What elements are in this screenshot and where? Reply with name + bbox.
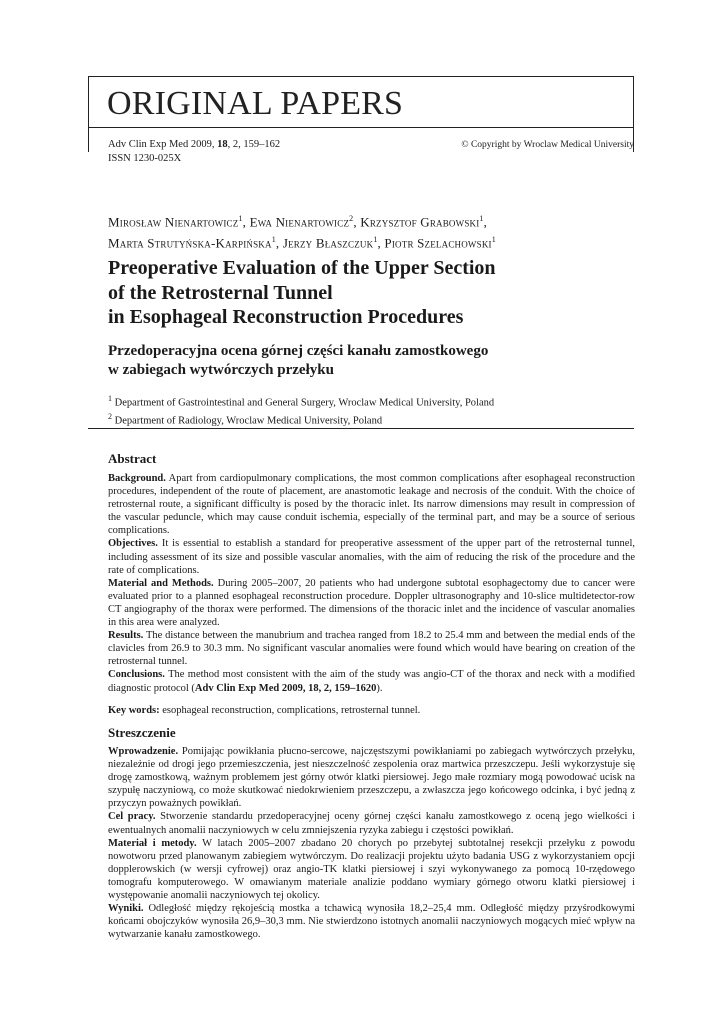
text: Pomijając powikłania płucno-sercowe, najczęstszymi powikłaniami po zabiegach wytwórczych przełyku, niezależnie od drogi jego przemieszczenia, jest nieszczelność zespolenia oraz martwica przeszczepu. Jeśli wykorzystuje się drogę zamostkową, ważnym problemem jest górny otwór klatki piersiowej. Jego małe rozmiary mogą powodować ucisk na szypułę naczyniową, co może skutkować niedokrwieniem przeszczepu, a zwłaszcza jego końcowego odcinka, i być jedną z przyczyn poważnych powikłań.	[108, 746, 635, 810]
journal-issue-pages: , 2, 159–162	[227, 139, 281, 150]
text: ).	[376, 682, 383, 694]
streszczenie-body	[108, 745, 635, 941]
label: Conclusions.	[108, 669, 165, 681]
text: Apart from cardiopulmonary complications, the most common complications after esophageal reconstruction procedures, independent of the route of placement, are anastomotic leakage and necrosis of the conduit. With the choice of retrosternal route, a significant difficulty is posed by the thoracic inlet. Its narrow dimensions may result in compression of the vascular peduncle, which may cause conduit ischemia, especially of the terminal part, and may be a source of serious complications.	[108, 473, 635, 537]
affiliation: Department of Gastrointestinal and General Surgery, Wroclaw Medical University, Poland	[112, 397, 495, 409]
author: Ewa Nienartowicz	[249, 214, 350, 230]
affiliations	[108, 392, 628, 428]
abstract-background	[108, 472, 635, 537]
affil-mark: 2	[108, 412, 112, 421]
text: It is essential to establish a standard for preoperative assessment of the upper part of the retrosternal tunnel, including assessment of its size and possible vascular anomalies, with the aim of reducing the risk of the procedure and the rate of complications.	[108, 538, 635, 576]
label: Key words:	[108, 705, 160, 716]
journal-name: Adv Clin Exp Med 2009,	[108, 139, 218, 150]
copyright: © Copyright by Wroclaw Medical University	[461, 140, 634, 150]
text: esophageal reconstruction, complications, retrosternal tunnel.	[159, 705, 421, 716]
label: Material and Methods.	[108, 577, 214, 589]
label: Background.	[108, 473, 166, 484]
author: Krzysztof Grabowski	[360, 214, 480, 230]
section-label: ORIGINAL PAPERS	[107, 85, 404, 122]
streszczenie-wprowadzenie	[108, 745, 635, 810]
text: W latach 2005–2007 zbadano 20 chorych po przebytej subtotalnej resekcji przełyku z powodu nowotworu przed planowanym zabiegiem wytwórczym. Do realizacji projektu użyto badania USG z wykorzystaniem opcji dopplerowskich (w wersji cyfrowej) oraz angio-TK klatki piersiowej i szyi wykonywanego za pomocą 10-rzędowego tomografu komputerowego. W omawianym materiale analizie poddano wymiary górnego otworu klatki piersiowej i występowanie anomalii naczyniowych tej okolicy.	[108, 837, 635, 902]
paper-title	[108, 256, 628, 330]
text: During 2005–2007, 20 patients who had undergone subtotal esophagectomy due to cancer were evaluated prior to a planned esophageal reconstruction procedure. Doppler ultrasonography and 10-slice multidetector-row CT angiography of the thorax were performed. The dimensions of the thoracic inlet and the incidence of vascular anomalies in this area were analyzed.	[108, 577, 636, 629]
subtitle-line: Przedoperacyjna ocena górnej części kanału zamostkowego	[108, 343, 489, 359]
affil-mark: 2	[349, 214, 354, 223]
streszczenie-cel	[108, 810, 635, 836]
affil-mark: 1	[271, 235, 276, 245]
affil-mark: 1	[373, 235, 378, 245]
author: Mirosław Nienartowicz	[108, 214, 239, 230]
streszczenie-heading: Streszczenie	[108, 725, 176, 740]
header-divider-left	[88, 128, 89, 152]
affil-mark: 1	[479, 214, 484, 223]
subtitle-line: w zabiegach wytwórczych przełyku	[108, 362, 334, 378]
affil-mark: 1	[108, 394, 112, 403]
section-label-box	[88, 76, 634, 128]
abstract-conclusions	[108, 668, 635, 694]
text: Stworzenie standardu przedoperacyjnej oceny górnej części kanału zamostkowego z oceną jego wielkości i ewentualnych anomalii naczyniowych w celu zmniejszenia ryzyka zabiegu i częstości powikłań.	[108, 811, 635, 836]
citation: Adv Clin Exp Med 2009, 18, 2, 159–1620	[194, 682, 377, 694]
paper-subtitle	[108, 342, 628, 380]
abstract-results	[108, 629, 635, 668]
label: Wyniki.	[108, 903, 144, 915]
affil-mark: 1	[238, 214, 243, 223]
journal-volume: 18	[217, 139, 228, 150]
label: Cel pracy.	[108, 811, 156, 823]
author-list: Mirosław Nienartowicz$^1$, Ewa Nienartowicz$^2$, Krzysztof Grabowski$^1$, Marta Strutyńska-Karpińska$^1$, Jerzy Błaszczuk$^1$, Piotr Szelachowski$^1$	[108, 214, 496, 251]
affiliation: Department of Radiology, Wroclaw Medical University, Poland	[112, 415, 383, 427]
horizontal-rule	[88, 428, 634, 429]
label: Wprowadzenie.	[108, 746, 179, 757]
abstract-methods	[108, 577, 635, 629]
abstract-body	[108, 472, 635, 695]
abstract-heading: Abstract	[108, 451, 157, 466]
keywords	[108, 704, 635, 717]
affil-mark: 1	[491, 235, 496, 245]
issn: ISSN 1230-025X	[108, 152, 182, 164]
abstract-objectives	[108, 537, 635, 576]
label: Materiał i metody.	[108, 837, 197, 849]
journal-citation	[108, 138, 280, 165]
text: Odległość między rękojeścią mostka a tchawicą wynosiła 18,2–25,4 mm. Odległość między przyśrodkowymi końcami obojczyków wynosiła 26,9–30,3 mm. Nie stwierdzono istotnych anomalii naczyniowych mogących mieć wpływ na wytwarzanie kanału zamostkowego.	[108, 903, 635, 941]
title-line: Preoperative Evaluation of the Upper Section	[108, 257, 496, 279]
title-line: in Esophageal Reconstruction Procedures	[108, 306, 464, 328]
author: Piotr Szelachowski	[384, 235, 492, 251]
text: The distance between the manubrium and trachea ranged from 18.2 to 25.4 mm and between the medial ends of the clavicles from 26.9 to 30.3 mm. No significant vascular anomalies were found which would have bearing on creation of the retrosternal tunnel.	[108, 630, 635, 668]
label: Objectives.	[108, 538, 158, 550]
label: Results.	[108, 630, 144, 642]
text: The method most consistent with the aim of the study was angio-CT of the thorax and neck with a modified diagnostic protocol (	[108, 669, 635, 694]
author: Jerzy Błaszczuk	[282, 235, 374, 251]
title-line: of the Retrosternal Tunnel	[108, 281, 333, 304]
author: Marta Strutyńska-Karpińska	[108, 235, 272, 251]
streszczenie-wyniki	[108, 902, 635, 941]
streszczenie-material	[108, 837, 635, 902]
